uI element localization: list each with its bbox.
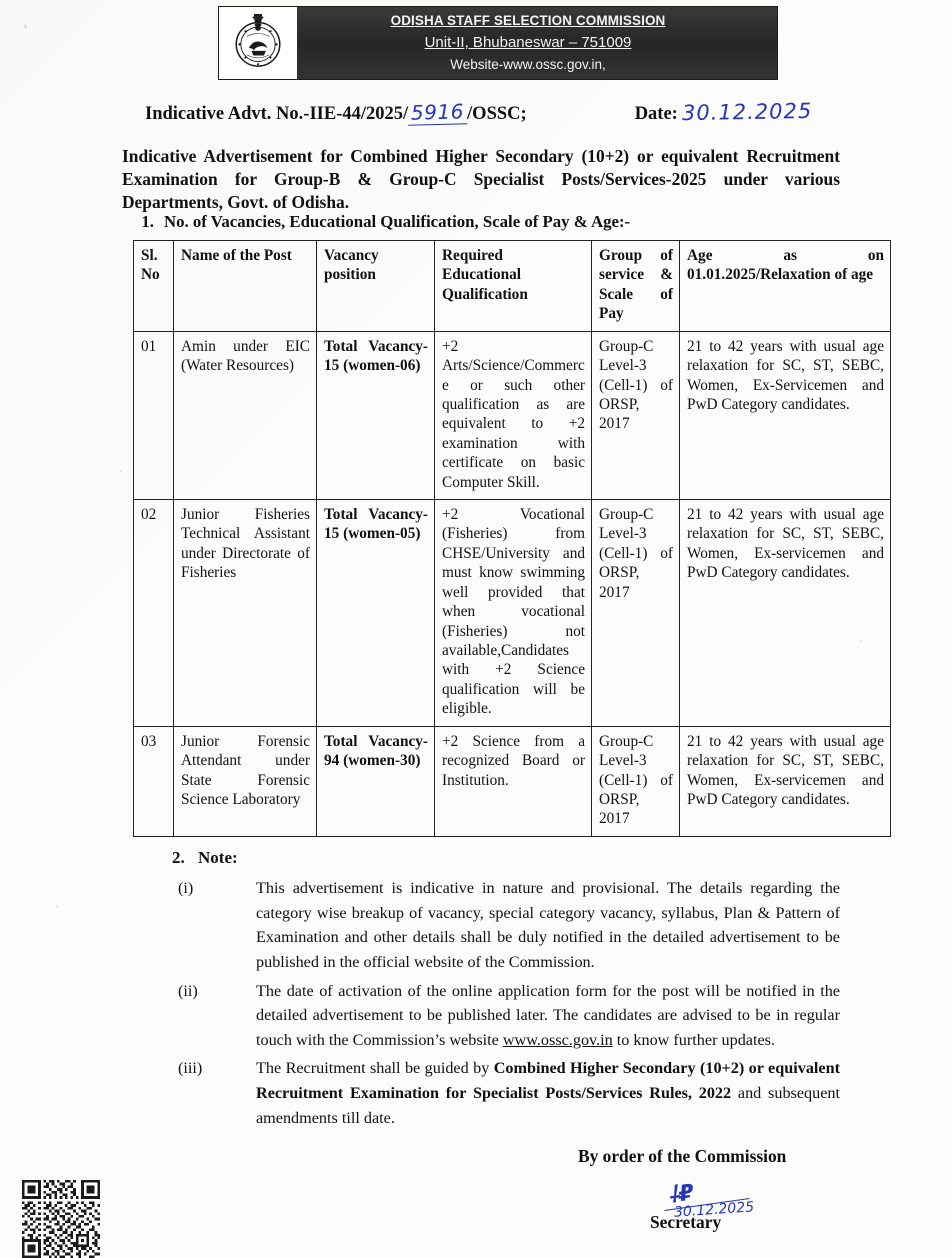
col-header-qualification: Required Educational Qualification (435, 241, 592, 332)
advt-number-row (145, 100, 845, 125)
ossc-website-link[interactable]: www.ossc.gov.in (502, 1030, 613, 1049)
organisation-website: Website-www.ossc.gov.in, (450, 56, 606, 72)
note-item (172, 979, 840, 1053)
organisation-name: ODISHA STAFF SELECTION COMMISSION (390, 13, 666, 29)
col-header-group-scale: Group of service & Scale of Pay (592, 241, 680, 332)
note-section-number: 2. (172, 848, 185, 867)
signature-rule (664, 1198, 749, 1211)
note-item (172, 1056, 840, 1130)
document-title: Indicative Advertisement for Combined Higher Secondary (10+2) or equivalent Recruitment Examination for Group-B & Group-C Specialist Posts/Services-2025 under various Departments, Govt. of Odisha. (122, 146, 840, 213)
cell-vacancy: Total Vacancy-15 (women-05) (317, 500, 435, 727)
rules-reference: Combined Higher Secondary (10+2) or equivalent Recruitment Examination for Specialist Posts/Services Rules, 2022 (256, 1059, 840, 1102)
organisation-address: Unit-II, Bhubaneswar – 751009 (424, 34, 632, 52)
cell-vacancy: Total Vacancy-15 (women-06) (317, 331, 435, 499)
cell-vacancy: Total Vacancy-94 (women-30) (317, 726, 435, 836)
advt-number-suffix: /OSSC; (467, 104, 527, 124)
col-header-sl-no: Sl. No (134, 241, 174, 332)
note-text-part1: The date of activation of the online application form for the post will be notified in the detailed advertisement to be published later. The candidates are advised to be in regular touch with the Commission’s website (256, 981, 840, 1049)
by-order-of-commission: By order of the Commission (578, 1146, 787, 1166)
col-header-vacancy: Vacancy position (317, 241, 435, 332)
cell-age: 21 to 42 years with usual age relaxation for SC, ST, SEBC, Women, Ex-Servicemen and PwD Category candidates. (680, 331, 891, 499)
cell-sl-no: 02 (134, 500, 174, 727)
letterhead-banner (218, 6, 778, 80)
note-text-part1: The Recruitment shall be guided by (256, 1059, 494, 1078)
cell-qualification: +2 Vocational (Fisheries) from CHSE/University and must know swimming well provided that when vocational (Fisheries) not available,Candidates with +2 Science qualification will be eligible. (435, 500, 592, 727)
note-text (256, 1056, 840, 1130)
date-handwritten: 30.12.2025 (681, 98, 813, 126)
signatory-designation: Secretary (650, 1212, 722, 1232)
col-header-post-name: Name of the Post (174, 241, 317, 332)
note-marker: (ii) (178, 981, 198, 1000)
qr-code[interactable] (22, 1180, 100, 1258)
clause-1-heading (122, 212, 840, 232)
letterhead-text (319, 7, 777, 79)
col-header-age: Age as on 01.01.2025/Relaxation of age (680, 241, 891, 332)
date-group (635, 100, 812, 125)
table-row (134, 726, 891, 836)
clause-1-number: 1. (141, 212, 154, 231)
advt-number-prefix: Indicative Advt. No.-IIE-44/2025/ (145, 104, 409, 124)
table-row (134, 500, 891, 727)
emblem-container (219, 7, 297, 79)
note-text: This advertisement is indicative in nature and provisional. The details regarding the category wise breakup of vacancy, special category vacancy, syllabus, Plan & Pattern of Examination and other details shall be duly notified in the detailed advertisement to be published in the official website of the Commission. (256, 879, 840, 971)
cell-qualification: +2 Arts/Science/Commerce or such other qualification as are equivalent to +2 examination with certificate on basic Computer Skill. (435, 331, 592, 499)
cell-sl-no: 03 (134, 726, 174, 836)
scan-speck (24, 24, 27, 29)
cell-group-scale: Group-C Level-3 (Cell-1) of ORSP, 2017 (592, 331, 680, 499)
vacancy-table (133, 240, 891, 837)
date-label: Date: (634, 104, 678, 124)
note-text-part2: and subsequent amendments till date. (256, 1084, 840, 1127)
cell-sl-no: 01 (134, 331, 174, 499)
cell-group-scale: Group-C Level-3 (Cell-1) of ORSP, 2017 (592, 500, 680, 727)
qr-code-icon (22, 1180, 100, 1258)
table-row (134, 331, 891, 499)
advt-number-handwritten: 5916 (408, 99, 468, 126)
note-text (256, 979, 840, 1053)
odisha-state-emblem-icon (225, 10, 291, 76)
cell-post-name: Junior Forensic Attendant under State Forensic Science Laboratory (174, 726, 317, 836)
cell-group-scale: Group-C Level-3 (Cell-1) of ORSP, 2017 (592, 726, 680, 836)
table-header-row (134, 241, 891, 332)
banner-spacer (297, 7, 319, 79)
note-section-heading (172, 848, 238, 868)
cell-qualification: +2 Science from a recognized Board or Institution. (435, 726, 592, 836)
cell-post-name: Amin under EIC (Water Resources) (174, 331, 317, 499)
note-list (172, 876, 840, 1134)
note-marker: (i) (178, 879, 194, 897)
cell-post-name: Junior Fisheries Technical Assistant under Directorate of Fisheries (174, 500, 317, 727)
scan-speck (56, 905, 58, 908)
note-marker: (iii) (178, 1059, 203, 1078)
note-item (172, 876, 840, 975)
signature-date: 30.12.2025 (673, 1199, 755, 1221)
scan-speck (120, 470, 122, 472)
note-text-part2: to know further updates. (612, 1030, 776, 1049)
note-section-label: Note: (198, 848, 238, 867)
cell-age: 21 to 42 years with usual age relaxation for SC, ST, SEBC, Women, Ex-servicemen and PwD Category candidates. (680, 500, 891, 727)
signature-mark: ⸸₽ (666, 1180, 696, 1209)
cell-age: 21 to 42 years with usual age relaxation for SC, ST, SEBC, Women, Ex-servicemen and PwD Category candidates. (680, 726, 891, 836)
clause-1-text: No. of Vacancies, Educational Qualification, Scale of Pay & Age:- (164, 212, 631, 231)
scan-speck (860, 640, 862, 642)
